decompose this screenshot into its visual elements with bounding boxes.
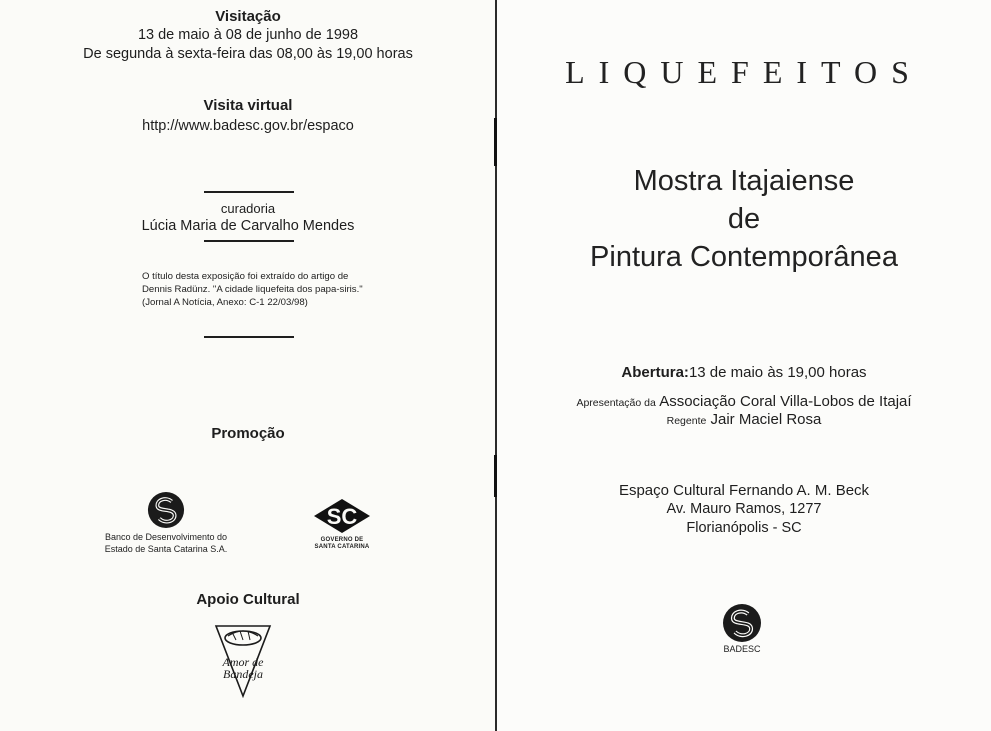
exhibition-title: LIQUEFEITOS bbox=[565, 54, 923, 90]
apresentacao-prefix: Apresentação da bbox=[576, 397, 656, 409]
rule-top bbox=[204, 191, 294, 193]
abertura-line bbox=[497, 364, 991, 381]
apoio-logo-line-1: Amor de bbox=[222, 655, 264, 669]
curadoria-name: Lúcia Maria de Carvalho Mendes bbox=[141, 218, 355, 234]
amor-de-bandeja-logo-icon bbox=[212, 622, 274, 698]
visitacao-dates: 13 de maio à 08 de junho de 1998 bbox=[137, 27, 359, 43]
rule-middle bbox=[204, 240, 294, 242]
visitacao-hours: De segunda à sexta-feira das 08,00 às 19,00 horas bbox=[83, 46, 413, 62]
badesc-logo-right-icon bbox=[722, 603, 762, 643]
note-line-1: O título desta exposição foi extraído do artigo de bbox=[142, 271, 349, 282]
abertura-value: 13 de maio às 19,00 horas bbox=[688, 364, 867, 381]
note-line-3: (Jornal A Notícia, Anexo: C-1 22/03/98) bbox=[142, 297, 308, 308]
choir-name: Associação Coral Villa-Lobos de Itajaí bbox=[659, 393, 912, 410]
subtitle-line-2: de bbox=[727, 203, 761, 235]
abertura-label: Abertura: bbox=[621, 364, 689, 381]
bank-caption bbox=[96, 531, 236, 555]
regente-line bbox=[497, 411, 991, 428]
subtitle-line-3: Pintura Contemporânea bbox=[590, 241, 898, 273]
regente-name: Jair Maciel Rosa bbox=[710, 411, 822, 428]
right-panel bbox=[497, 0, 991, 731]
apoio-logo-line-2: Bandeja bbox=[223, 667, 263, 681]
badesc-label: BADESC bbox=[723, 644, 761, 654]
gov-line-1: GOVERNO DE bbox=[320, 537, 364, 543]
gov-line-2: SANTA CATARINA bbox=[314, 544, 370, 550]
venue-city: Florianópolis - SC bbox=[686, 520, 802, 536]
promocao-heading: Promoção bbox=[211, 425, 285, 442]
rule-bottom bbox=[204, 336, 294, 338]
note-line-2: Dennis Radünz. "A cidade liquefeita dos papa-siris." bbox=[142, 284, 363, 295]
venue-address: Av. Mauro Ramos, 1277 bbox=[666, 501, 822, 517]
title-note bbox=[142, 270, 382, 309]
bank-line-1: Banco de Desenvolvimento do bbox=[104, 532, 228, 542]
badesc-logo-icon bbox=[147, 491, 185, 529]
venue-name: Espaço Cultural Fernando A. M. Beck bbox=[618, 482, 870, 499]
virtual-url: http://www.badesc.gov.br/espaco bbox=[142, 118, 354, 134]
virtual-heading: Visita virtual bbox=[203, 97, 293, 114]
visitacao-heading: Visitação bbox=[215, 8, 281, 25]
apoio-heading: Apoio Cultural bbox=[196, 591, 300, 608]
subtitle-line-1: Mostra Itajaiense bbox=[633, 165, 855, 197]
governo-sc-logo-icon bbox=[312, 497, 372, 535]
gov-caption bbox=[306, 537, 378, 551]
apresentacao-line bbox=[497, 393, 991, 410]
curadoria-label: curadoria bbox=[220, 201, 276, 216]
gov-logo-text: SC bbox=[326, 504, 358, 529]
regente-prefix: Regente bbox=[666, 415, 707, 427]
bank-line-2: Estado de Santa Catarina S.A. bbox=[104, 544, 228, 554]
